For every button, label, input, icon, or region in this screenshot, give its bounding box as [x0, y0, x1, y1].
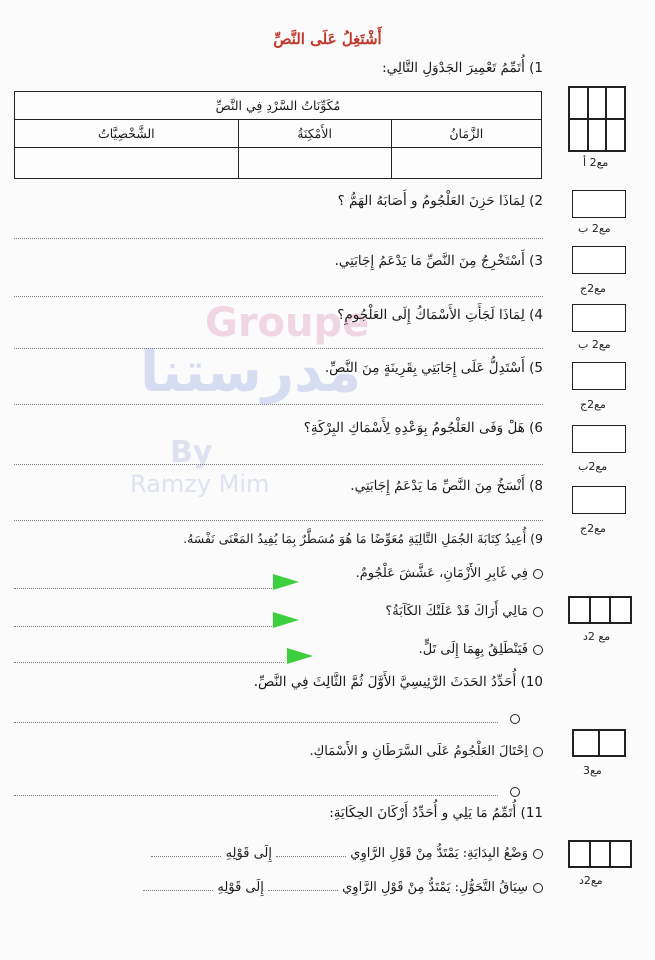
criteria-label-9: مع3 [583, 764, 602, 777]
bullet-icon [533, 645, 543, 655]
question-11-number: 11) [520, 805, 543, 821]
q11-item-2-blank-a[interactable] [268, 890, 338, 891]
question-9-text: أُعِيدُ كِتَابَةَ الجُمَلِ التَّالِيَةِ مُعَوِّضًا مَا هُوَ مُسَطَّرٌ بِمَا يُفِيدُ المَعْنَى نَفْسَهُ. [183, 531, 527, 546]
q11-item-1-blank-b[interactable] [151, 856, 221, 857]
question-11 [329, 805, 543, 821]
question-10-number: 10) [520, 674, 543, 690]
question-3-text: أَسْتَخْرِجُ مِنَ النَّصِّ مَا يَدْعَمُ إِجَابَتِي. [334, 253, 525, 269]
question-6-text: هَلْ وَفَى العَلْجُومُ بِوَعْدِهِ لِأَسْمَاكِ البِرْكَةِ؟ [303, 420, 525, 436]
criteria-box-6 [572, 425, 626, 453]
criteria-label-5: مع2ج [580, 398, 606, 411]
question-2-text: لِمَاذَا حَزِنَ العَلْجُومُ و أَصَابَهُ الهَمُّ ؟ [337, 193, 525, 209]
q9-item-2-text: مَالِي أَرَاكَ قَدْ عَلَتْكَ الكَآبَةُ؟ [385, 604, 528, 619]
criteria-label-2: مع2 ب [578, 222, 611, 235]
question-4 [337, 307, 543, 323]
bullet-icon [533, 607, 543, 617]
criteria-label-3: مع2ج [580, 282, 606, 295]
question-8-text: أَنْسَخُ مِنَ النَّصِّ مَا يَدْعَمُ إِجَابَتِي. [350, 478, 525, 494]
table-cell-places[interactable] [238, 148, 391, 179]
table-col-characters: الشَّخْصِيَّاتُ [15, 120, 239, 148]
bullet-icon [510, 714, 520, 724]
question-4-text: لِمَاذَا لَجَأَتِ الأَسْمَاكُ إِلَى العَلْجُومِ؟ [337, 307, 525, 323]
bullet-icon [533, 747, 543, 757]
question-2-number: 2) [529, 193, 543, 209]
q11-item-2-end: إِلَى قَوْلِهِ [217, 880, 264, 895]
narrative-components-table [14, 91, 542, 179]
answer-line-6[interactable] [14, 464, 543, 465]
question-3 [335, 253, 543, 269]
criteria-label-6: مع2ب [578, 460, 608, 473]
q10-answer-line-3[interactable] [14, 795, 498, 796]
arrow-icon [287, 648, 313, 664]
watermark-line2: مدرستنا [140, 340, 362, 405]
arrow-icon [273, 574, 299, 590]
question-2 [338, 193, 543, 209]
table-cell-time[interactable] [391, 148, 541, 179]
question-6-number: 6) [529, 420, 543, 436]
question-5-text: أَسْتَدِلُّ عَلَى إِجَابَتِي بِقَرِينَةٍ مِنَ النَّصِّ. [324, 360, 525, 376]
question-1 [382, 60, 543, 76]
arrow-icon [273, 612, 299, 628]
question-5-number: 5) [529, 360, 543, 376]
bullet-icon [533, 569, 543, 579]
q11-item-2-label: سِيَاقُ التَّحَوُّلِ: يَمْتَدُّ مِنْ قَوْلِ الرَّاوِي [342, 880, 528, 895]
table-header: مُكَوِّنَاتُ السَّرْدِ فِي النَّصِّ [15, 92, 542, 120]
criteria-grid-9 [572, 729, 626, 757]
answer-line-8[interactable] [14, 520, 543, 521]
q11-item-1-blank-a[interactable] [276, 856, 346, 857]
q10-answer-line-1[interactable] [14, 722, 498, 723]
question-5 [325, 360, 543, 376]
answer-line-2[interactable] [14, 238, 543, 239]
q10-middle-event [309, 744, 543, 759]
question-9 [183, 531, 543, 546]
criteria-box-3 [572, 246, 626, 274]
answer-line-4[interactable] [14, 348, 543, 349]
q11-item-1 [151, 846, 543, 861]
question-8 [350, 478, 543, 494]
watermark-line3: By [170, 435, 213, 470]
question-3-number: 3) [529, 253, 543, 269]
bullet-icon [510, 787, 520, 797]
table-cell-characters[interactable] [15, 148, 239, 179]
q9-item-3-text: فَيَنْطَلِقُ بِهِمَا إِلَى تَلٍّ. [418, 642, 528, 657]
q9-item-3 [419, 642, 543, 657]
q10-middle-text: اِحْتَالَ العَلْجُومُ عَلَى السَّرَطَانِ و الأَسْمَاكِ. [309, 744, 528, 759]
criteria-label-4: مع2 ب [578, 338, 611, 351]
q9-item-2 [385, 604, 543, 619]
question-11-text: أُتَمِّمُ مَا يَلِي و أُحَدِّدُ أَرْكَانَ الحِكَايَةِ: [329, 805, 517, 821]
q11-item-2 [143, 880, 543, 895]
q9-answer-line-3[interactable] [14, 662, 284, 663]
watermark-line4: Ramzy Mim [130, 470, 270, 498]
criteria-box-2 [572, 190, 626, 218]
bullet-icon [533, 883, 543, 893]
criteria-box-5 [572, 362, 626, 390]
criteria-label-10: مع2د [579, 874, 603, 887]
q11-item-1-end: إِلَى قَوْلِهِ [225, 846, 272, 861]
criteria-label-1: مع2 أ [583, 156, 609, 169]
table-col-places: الأَمْكِنَةُ [238, 120, 391, 148]
question-1-number: 1) [529, 60, 543, 76]
question-9-number: 9) [530, 531, 543, 546]
question-6 [304, 420, 543, 436]
bullet-icon [533, 849, 543, 859]
question-1-text: أُتَمِّمُ تَعْمِيرَ الجَدْوَلِ التَّالِي: [382, 60, 525, 76]
q11-item-1-label: وَضْعُ البِدَايَةِ: يَمْتَدُّ مِنْ قَوْلِ الرَّاوِي [350, 846, 528, 861]
criteria-grid-1 [568, 86, 626, 152]
q9-item-1 [356, 566, 543, 581]
criteria-grid-8 [568, 596, 632, 624]
criteria-grid-10 [568, 840, 632, 868]
answer-line-5[interactable] [14, 404, 543, 405]
q9-answer-line-1[interactable] [14, 588, 272, 589]
criteria-box-4 [572, 304, 626, 332]
q11-item-2-blank-b[interactable] [143, 890, 213, 891]
criteria-box-7 [572, 486, 626, 514]
table-col-time: الزَّمَانُ [391, 120, 541, 148]
criteria-label-7: مع2ج [580, 522, 606, 535]
criteria-label-8: مع 2د [583, 630, 611, 643]
question-10-text: أُحَدِّدُ الحَدَثَ الرَّئِيسِيَّ الأَوَّلَ ثُمَّ الثَّالِثَ فِي النَّصِّ. [253, 674, 517, 690]
question-10 [254, 674, 543, 690]
q9-item-1-text: فِي غَابِرِ الأَزْمَانِ، عَشَّشَ عَلْجُومٌ. [355, 566, 528, 581]
page-title: أَشْتَغِلُ عَلَى النَّصِّ [273, 30, 382, 48]
watermark-line1: Groupe [205, 300, 370, 346]
question-4-number: 4) [529, 307, 543, 323]
question-8-number: 8) [529, 478, 543, 494]
answer-line-3[interactable] [14, 296, 543, 297]
q9-answer-line-2[interactable] [14, 626, 272, 627]
